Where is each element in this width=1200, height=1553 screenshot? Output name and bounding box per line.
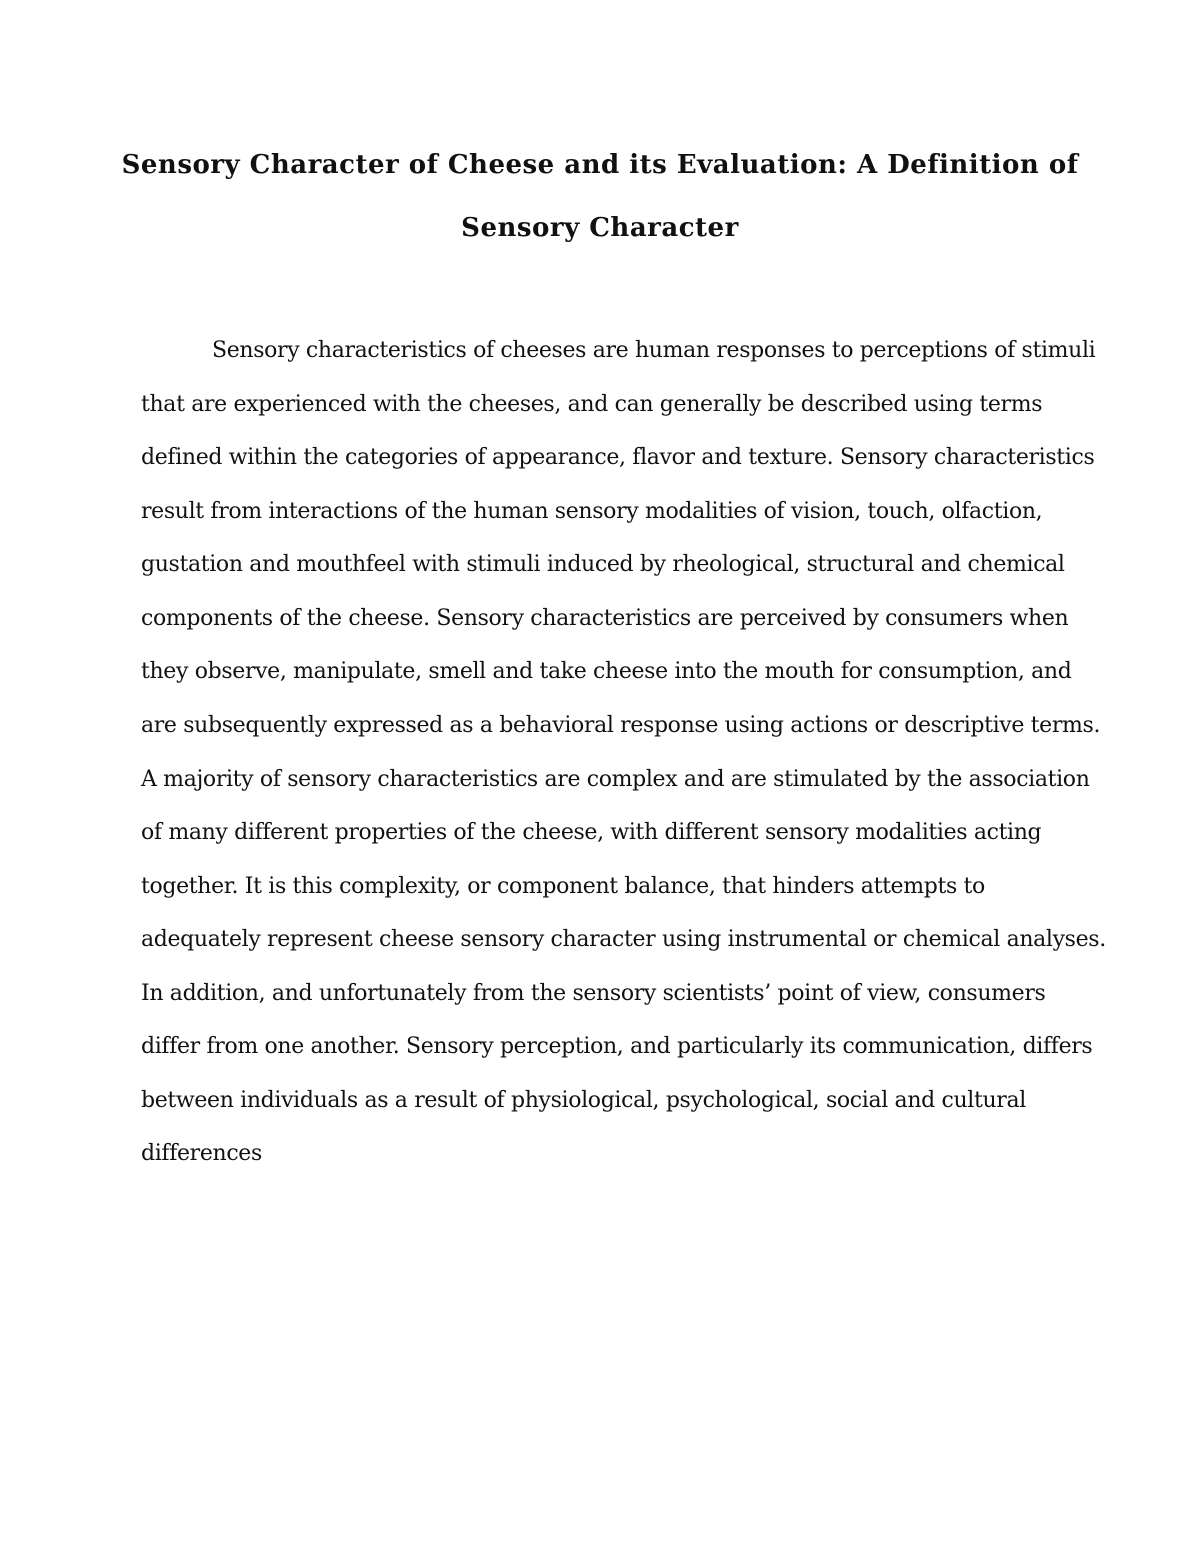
paragraph-line: differences (141, 1141, 262, 1166)
paragraph-line: of many different properties of the cheese, with different sensory modalities acting (141, 820, 1042, 845)
document-title-line-2: Sensory Character (461, 213, 739, 243)
paragraph-line: are subsequently expressed as a behavioral response using actions or descriptive terms. (141, 713, 1101, 738)
paragraph-line: defined within the categories of appearance, flavor and texture. Sensory characteristics (141, 445, 1095, 470)
document-title-line-1: Sensory Character of Cheese and its Evaluation: A Definition of (121, 150, 1079, 180)
paragraph-line: components of the cheese. Sensory characteristics are perceived by consumers when (141, 606, 1069, 631)
paragraph-line: together. It is this complexity, or component balance, that hinders attempts to (141, 874, 985, 899)
paragraph-line: differ from one another. Sensory perception, and particularly its communication, differs (141, 1034, 1093, 1059)
paragraph-line: they observe, manipulate, smell and take cheese into the mouth for consumption, and (141, 659, 1072, 684)
paragraph-line: gustation and mouthfeel with stimuli induced by rheological, structural and chemical (141, 552, 1065, 577)
paragraph-line: between individuals as a result of physiological, psychological, social and cultural (141, 1088, 1026, 1113)
paragraph-line: result from interactions of the human sensory modalities of vision, touch, olfaction, (141, 499, 1043, 524)
paragraph-line: Sensory characteristics of cheeses are human responses to perceptions of stimuli (212, 338, 1096, 363)
paragraph-line: A majority of sensory characteristics are complex and are stimulated by the association (141, 767, 1090, 792)
paragraph-line: adequately represent cheese sensory character using instrumental or chemical analyses. (141, 927, 1106, 952)
paragraph-line: In addition, and unfortunately from the sensory scientists’ point of view, consumers (141, 981, 1046, 1006)
paragraph-line: that are experienced with the cheeses, and can generally be described using terms (141, 392, 1043, 417)
